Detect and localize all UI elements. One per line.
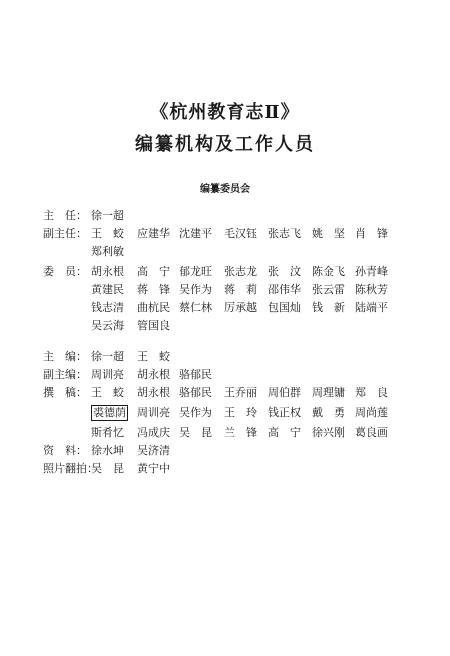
page-title: 编纂机构及工作人员: [135, 134, 315, 155]
staff-name-boxed: [91, 404, 141, 422]
staff-name: 孙青峰: [355, 265, 388, 278]
staff-name: 张志飞: [268, 227, 301, 240]
staff-name: 黄建民: [91, 283, 124, 296]
staff-name: 蒋 锋: [137, 283, 170, 296]
staff-name: 周训亮: [91, 368, 124, 381]
staff-name: 张志龙: [224, 265, 257, 278]
staff-name: 周理镛: [312, 386, 345, 399]
staff-name: 黄宁中: [137, 462, 170, 475]
staff-name: 曲杭民: [137, 301, 170, 314]
staff-name: 钱志清: [91, 301, 124, 314]
staff-name: 吴 昆: [91, 462, 124, 475]
staff-name: 钱正权: [268, 406, 301, 419]
staff-name: 胡永根: [137, 386, 170, 399]
role-label-member: 委 员：: [43, 265, 87, 278]
staff-name: 吴云海: [91, 319, 124, 332]
staff-name: 张 汶: [268, 265, 301, 278]
staff-name: 周伯群: [268, 386, 301, 399]
staff-name: 裘德荫: [93, 406, 126, 419]
staff-name: 周尚莲: [355, 406, 388, 419]
staff-name: 沈建平: [179, 227, 212, 240]
staff-name: 陈金飞: [312, 265, 345, 278]
staff-name: 管国良: [137, 319, 170, 332]
staff-name: 毛汉钰: [224, 227, 257, 240]
role-label-editor-in-chief: 主 编：: [43, 350, 87, 363]
staff-name: 郁龙旺: [179, 265, 212, 278]
staff-name: 邵伟华: [268, 283, 301, 296]
role-label-writers: 撰 稿：: [43, 386, 87, 399]
staff-name: 斯肴忆: [91, 426, 124, 439]
staff-name: 冯成庆: [137, 426, 170, 439]
staff-name: 徐水坤: [91, 444, 124, 457]
staff-name: 骆郁民: [179, 368, 212, 381]
staff-name: 吴作为: [179, 406, 212, 419]
book-title: 《杭州教育志Ⅱ》: [150, 102, 300, 123]
role-label-materials: 资 料：: [43, 444, 87, 457]
staff-name: 蒋 莉: [224, 283, 257, 296]
staff-name: 钱 新: [312, 301, 345, 314]
staff-name: 骆郁民: [179, 386, 212, 399]
committee-heading: 编纂委员会: [200, 184, 250, 195]
staff-name: 蔡仁林: [179, 301, 212, 314]
staff-name: 郑 良: [355, 386, 388, 399]
staff-name: 高 宁: [268, 426, 301, 439]
staff-name: 吴作为: [179, 283, 212, 296]
staff-name: 王乔丽: [224, 386, 257, 399]
staff-name: 王 玲: [224, 406, 257, 419]
role-label-photo: 照片翻拍：: [43, 462, 98, 475]
staff-name: 兰 锋: [224, 426, 257, 439]
staff-name: 吴 昆: [179, 426, 212, 439]
staff-name: 胡永根: [137, 368, 170, 381]
staff-name: 胡永根: [91, 265, 124, 278]
staff-name: 徐一超: [91, 350, 124, 363]
staff-name: 郑利敏: [91, 245, 124, 258]
staff-name: 应建华: [137, 227, 170, 240]
staff-name: 徐一超: [91, 209, 124, 222]
staff-name: 厉承越: [224, 301, 257, 314]
staff-name: 戴 勇: [312, 406, 345, 419]
staff-name: 姚 坚: [312, 227, 345, 240]
staff-name: 包国灿: [268, 301, 301, 314]
staff-name: 徐兴刚: [312, 426, 345, 439]
staff-name: 吴济清: [137, 444, 170, 457]
staff-name: 陈秋芳: [355, 283, 388, 296]
staff-name: 高 宁: [137, 265, 170, 278]
staff-name: 王 蛟: [137, 350, 170, 363]
role-label-deputy-editor: 副主编：: [43, 368, 87, 381]
staff-name: 王 蛟: [91, 227, 124, 240]
role-label-chair: 主 任：: [43, 209, 87, 222]
staff-name: 肖 锋: [355, 227, 388, 240]
staff-name: 陆端平: [355, 301, 388, 314]
staff-name: 张云雷: [312, 283, 345, 296]
staff-name: 葛良画: [355, 426, 388, 439]
staff-name: 周训亮: [137, 406, 170, 419]
staff-name: 王 蛟: [91, 386, 124, 399]
role-label-vice-chair: 副主任：: [43, 227, 87, 240]
